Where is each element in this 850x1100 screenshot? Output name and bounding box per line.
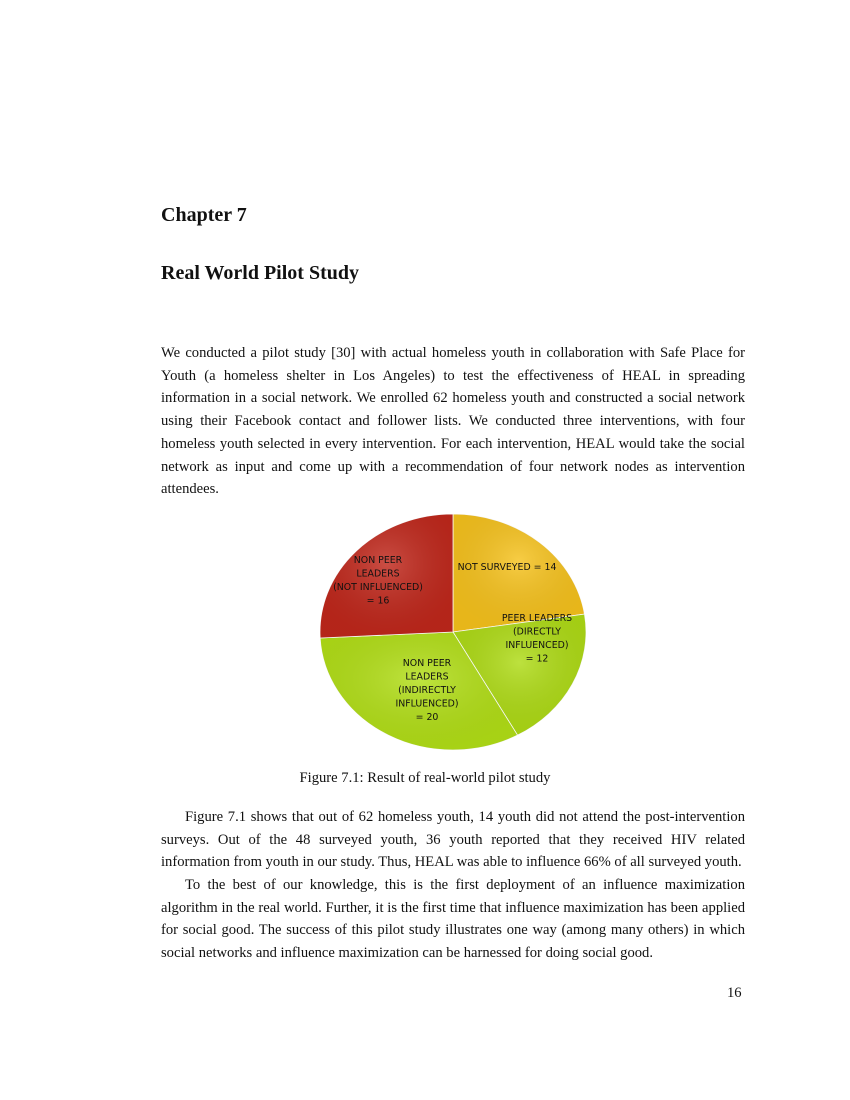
pie-label-not-surveyed: NOT SURVEYED = 14 <box>457 562 557 573</box>
figure-caption: Figure 7.1: Result of real-world pilot study <box>299 770 551 786</box>
pie-label-peer-leaders: PEER LEADERS (DIRECTLY INFLUENCED) = 12 <box>501 613 573 665</box>
pie-chart <box>300 508 600 758</box>
pie-label-non-peer-indirect: NON PEER LEADERS (INDIRECTLY INFLUENCED) = 20 <box>395 658 459 723</box>
chapter-title: Real World Pilot Study <box>161 262 359 284</box>
results-paragraph: Figure 7.1 shows that out of 62 homeless youth, 14 youth did not attend the post-intervention surveys. Out of the 48 surveyed youth, 36 youth reported that they received HIV related information from youth in our study. Thus, HEAL was able to influence 66% of all surveyed youth. <box>161 809 745 871</box>
pie-chart-figure <box>300 508 600 758</box>
intro-paragraph: We conducted a pilot study [30] with actual homeless youth in collaboration with Safe Place for Youth (a homeless shelter in Los Angeles) to test the effectiveness of HEAL in spreading information in a social network. We enrolled 62 homeless youth and constructed a social network using their Facebook contact and follower lists. We conducted three interventions, with four homeless youth selected in every intervention. For each intervention, HEAL would take the social network as input and come up with a recommendation of four network nodes as intervention attendees. <box>161 345 745 498</box>
conclusion-paragraph: To the best of our knowledge, this is the first deployment of an influence maximization algorithm in the real world. Further, it is the first time that influence maximization has been applied for social good. The success of this pilot study illustrates one way (among many others) in which social networks and influence maximization can be harnessed for doing social good. <box>161 877 745 962</box>
pie-label-non-peer-not-influenced: NON PEER LEADERS (NOT INFLUENCED) = 16 <box>333 555 423 607</box>
chapter-number: Chapter 7 <box>161 204 247 226</box>
page-number: 16 <box>727 985 742 1001</box>
